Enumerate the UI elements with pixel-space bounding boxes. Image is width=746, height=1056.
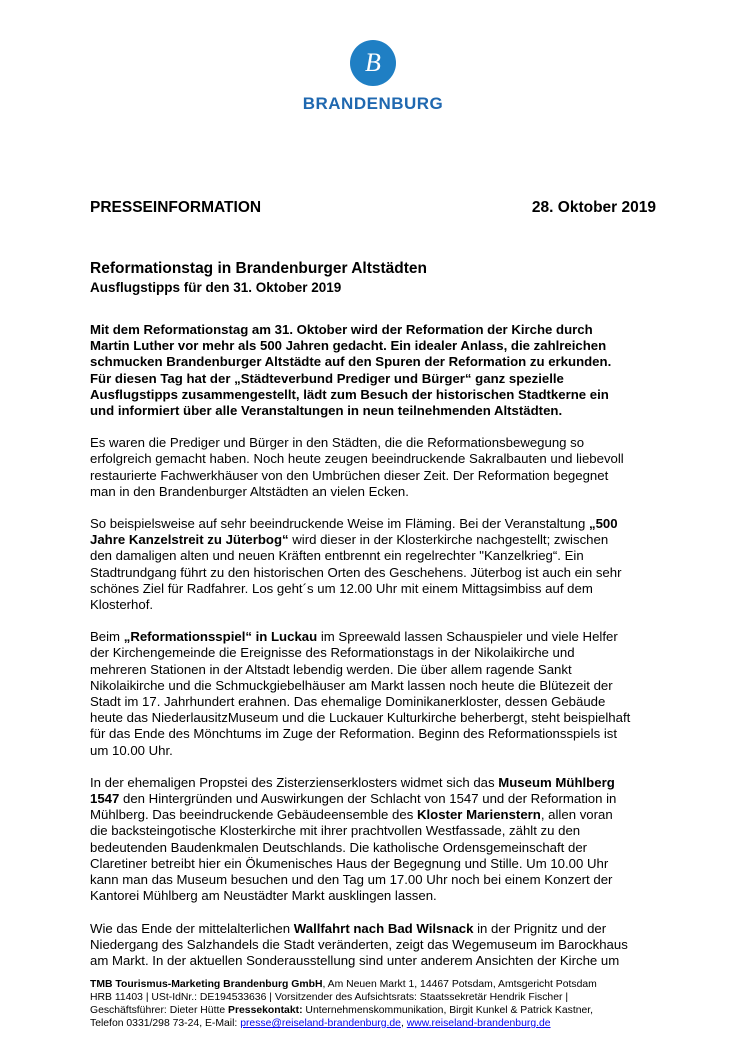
footer-company: TMB Tourismus-Marketing Brandenburg GmbH xyxy=(90,979,323,990)
brandenburg-monogram-icon xyxy=(350,40,396,86)
press-date: 28. Oktober 2019 xyxy=(531,199,656,216)
press-header xyxy=(90,199,656,217)
logo-monogram: B xyxy=(365,48,381,77)
page-footer: TMB Tourismus-Marketing Brandenburg GmbH, Am Neuen Markt 1, 14467 Potsdam, Amtsgericht Potsdam HRB 11403 | USt-IdNr.: DE194533636 | Vorsitzender des Aufsichtsrats: Staatssekretär Hendrik Fischer | Geschäftsführer: Dieter Hütte Pressekontakt: Unternehmenskommunikation, Birgit Kunkel & Patrick Kastner, Telefon 0331/298 73-24, E-Mail: presse@reiseland-brandenburg.de, www.reiseland-brandenburg.de xyxy=(90,979,597,1029)
highlight-wallfahrt: Wallfahrt nach Bad Wilsnack xyxy=(293,920,474,936)
lead-paragraph: Mit dem Reformationstag am 31. Oktober wird der Reformation der Kirche durch Martin Luther vor mehr als 500 Jahren gedacht. Ein idealer Anlass, die zahlreichen schmucken Brandenburger Altstädte auf den Spuren der Reformation zu erkunden. Für diesen Tag hat der „Städteverbund Prediger und Bürger“ ganz spezielle Ausflugstipps zusammengestellt, lädt zum Besuch der historischen Stadtkerne ein und informiert über alle Veranstaltungen in neun teilnehmenden Altstädten. xyxy=(90,322,612,419)
brand-logo xyxy=(0,40,746,114)
press-label: PRESSEINFORMATION xyxy=(90,199,262,216)
paragraph-3: Beim „Reformationsspiel“ in Luckau im Spreewald lassen Schauspieler und viele Helfer der Kirchengemeinde die Ereignisse des Reformationstags in der Nikolaikirche und mehreren Stationen in der Altstadt lebendig werden. Die über allem ragende Sankt Nikolaikirche und die Schmuckgiebelhäuser am Markt lassen noch heute die Blütezeit der Stadt im 17. Jahrhundert erahnen. Das ehemalige Dominikanerkloster, dessen Gebäude heute das NiederlausitzMuseum und die Luckauer Kulturkirche beherbergt, steht beispielhaft für das Ende des Mönchtums im Zuge der Reformation. Beginn des Reformationsspiels ist um 10.00 Uhr. xyxy=(90,629,631,758)
paragraph-1: Es waren die Prediger und Bürger in den Städten, die die Reformationsbewegung so erfolgreich gemacht haben. Noch heute zeugen beeindruckende Sakralbauten und liebevoll restaurierte Fachwerkhäuser von den Umbrüchen dieser Zeit. Der Reformation begegnet man in den Brandenburger Altstädten an vielen Ecken. xyxy=(90,435,624,499)
document-subtitle: Ausflugstipps für den 31. Oktober 2019 xyxy=(90,280,342,295)
paragraph-5: Wie das Ende der mittelalterlichen Wallfahrt nach Bad Wilsnack in der Prignitz und der Niedergang des Salzhandels die Stadt veränderten, zeigt das Wegemuseum im Barockhaus am Markt. In der aktuellen Sonderausstellung sind unter anderem Ansichten der Kirche um xyxy=(90,920,628,968)
highlight-reformationsspiel: „Reformationsspiel“ in Luckau xyxy=(123,629,318,645)
article-body xyxy=(90,322,660,985)
footer-website-link[interactable]: www.reiseland-brandenburg.de xyxy=(406,1018,551,1029)
footer-presse-label: Pressekontakt: xyxy=(228,1005,303,1016)
document-title: Reformationstag in Brandenburger Altstädten xyxy=(90,260,428,277)
paragraph-4: In der ehemaligen Propstei des Zisterzienserklosters widmet sich das Museum Mühlberg 1547 den Hintergründen und Auswirkungen der Schlacht von 1547 und der Reformation in Mühlberg. Das beeindruckende Gebäudeensemble des Kloster Marienstern, allen voran die backsteingotische Klosterkirche mit ihrer prachtvollen Westfassade, zählt zu den bedeutenden Baudenkmalen Deutschlands. Die katholische Ordensgemeinschaft der Claretiner betreibt hier ein Ökumenisches Haus der Begegnung und Stille. Um 10.00 Uhr kann man das Museum besuchen und den Tag um 17.00 Uhr noch bei einem Konzert der Kantorei Mühlberg am Neustädter Markt ausklingen lassen. xyxy=(90,774,617,904)
footer-email-link[interactable]: presse@reiseland-brandenburg.de xyxy=(240,1018,401,1029)
highlight-museum-muehlberg: Museum Mühlberg 1547 xyxy=(90,774,615,807)
highlight-kanzelstreit: „500 Jahre Kanzelstreit zu Jüterbog“ xyxy=(90,516,618,548)
highlight-kloster-marienstern: Kloster Marienstern xyxy=(416,807,541,823)
paragraph-2: So beispielsweise auf sehr beeindruckende Weise im Fläming. Bei der Veranstaltung „500 Jahre Kanzelstreit zu Jüterbog“ wird dieser in der Klosterkirche nachgestellt; zwischen den damaligen alten und neuen Kräften entbrennt ein regelrechter "Kanzelkrieg“. Ein Stadtrundgang führt zu den historischen Orten des Geschehens. Jüterbog ist auch ein sehr schönes Ziel für Radfahrer. Los geht´s um 12.00 Uhr mit einem Mittagsimbiss auf dem Klosterhof. xyxy=(90,516,622,613)
logo-wordmark: BRANDENBURG xyxy=(302,94,444,113)
